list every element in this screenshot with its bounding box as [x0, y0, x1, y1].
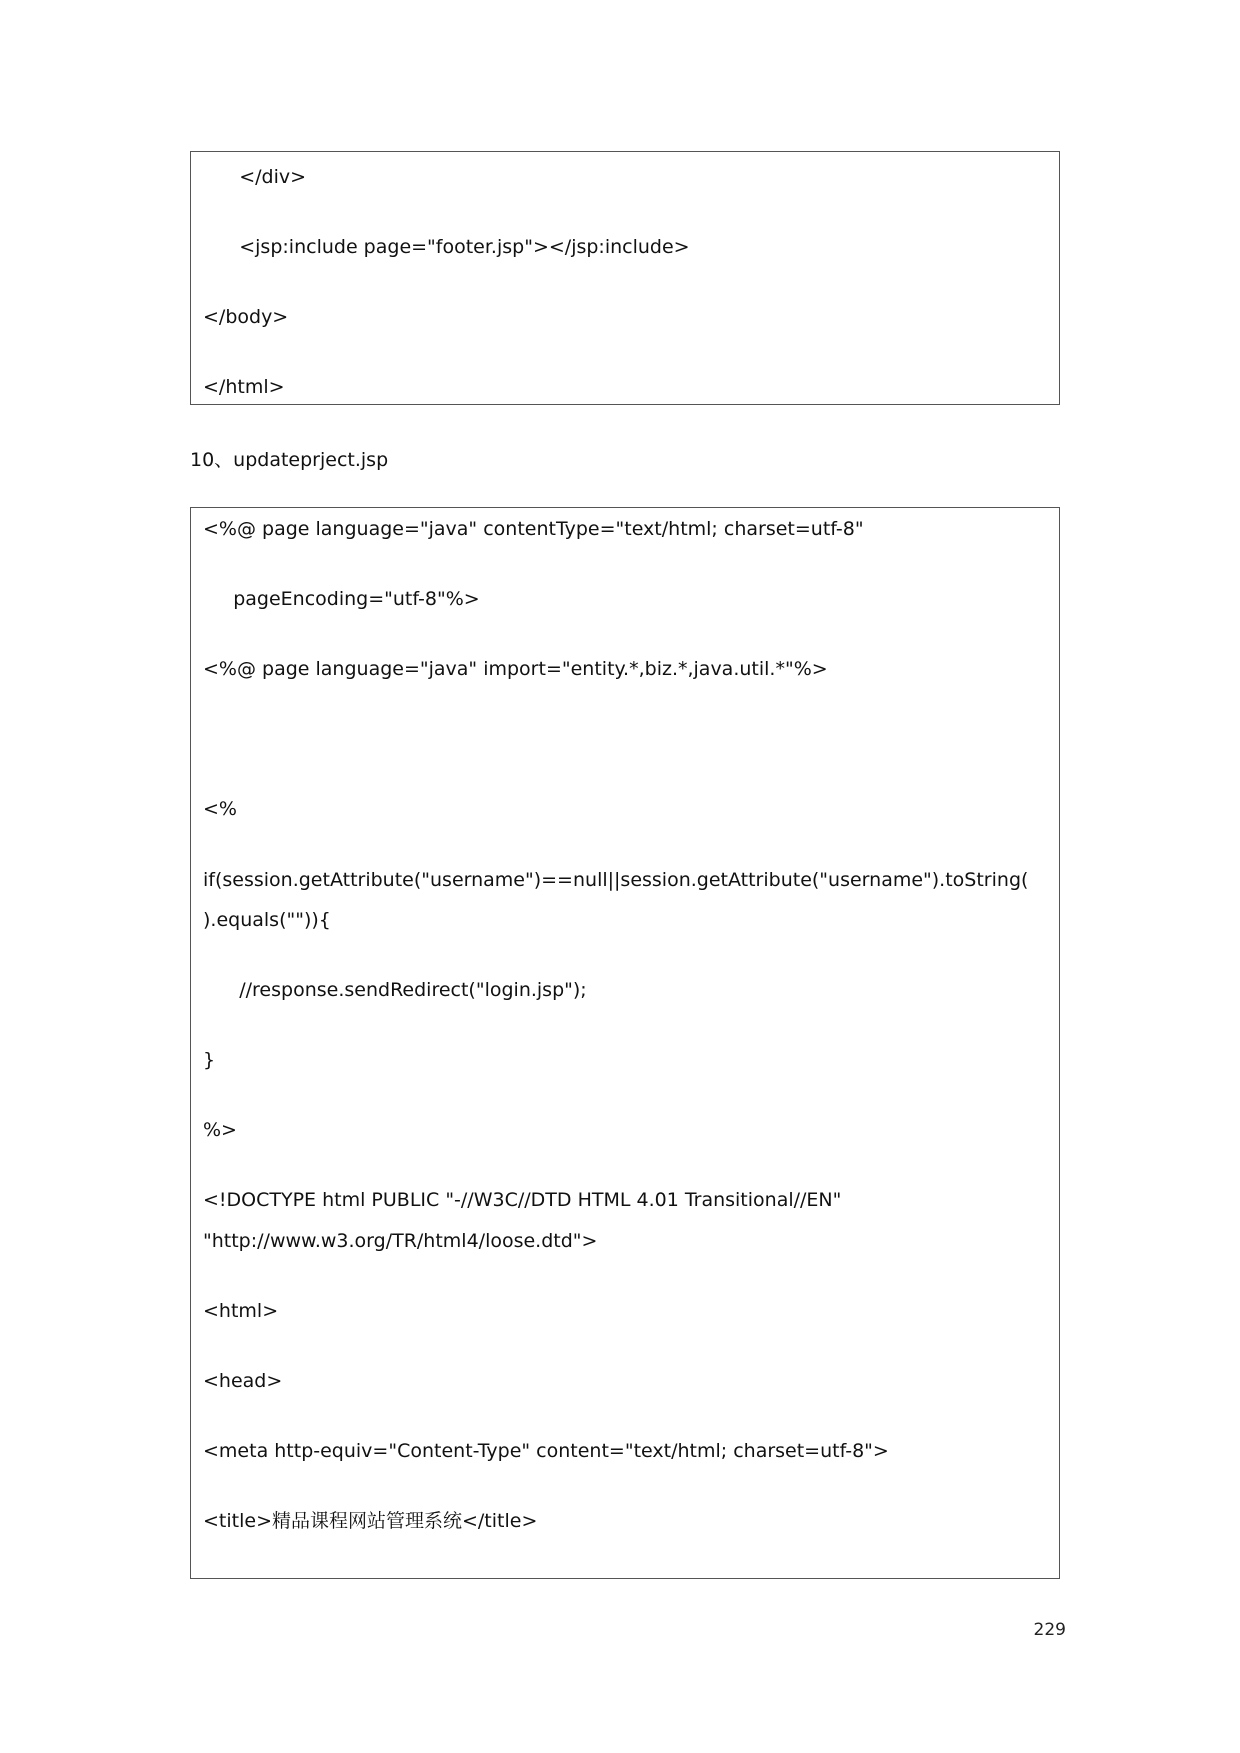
code-line: pageEncoding="utf-8"%> [203, 588, 480, 610]
code-line: <jsp:include page="footer.jsp"></jsp:include> [203, 236, 690, 258]
code-line: </div> [203, 166, 307, 188]
code-line: <meta http-equiv="Content-Type" content="text/html; charset=utf-8"> [203, 1440, 889, 1462]
code-line: <!DOCTYPE html PUBLIC "-//W3C//DTD HTML 4.01 Transitional//EN" [203, 1189, 842, 1211]
code-line: %> [203, 1119, 237, 1141]
code-block-updateproject [190, 507, 1060, 1579]
page-number: 229 [1033, 1620, 1066, 1640]
code-line: ).equals("")){ [203, 909, 331, 931]
code-line: if(session.getAttribute("username")==null||session.getAttribute("username").toString( [203, 869, 1029, 891]
code-line: //response.sendRedirect("login.jsp"); [203, 979, 587, 1001]
code-line: } [203, 1049, 216, 1071]
code-line: </html> [203, 376, 285, 398]
code-line: <title>精品课程网站管理系统</title> [203, 1510, 538, 1532]
code-line: </body> [203, 306, 289, 328]
section-heading: 10、updateprject.jsp [190, 449, 389, 471]
code-line: <head> [203, 1370, 283, 1392]
code-block-footer [190, 151, 1060, 405]
code-line: <% [203, 798, 237, 820]
code-line: <%@ page language="java" contentType="text/html; charset=utf-8" [203, 518, 864, 540]
code-line: <html> [203, 1300, 279, 1322]
code-line: <%@ page language="java" import="entity.*,biz.*,java.util.*"%> [203, 658, 828, 680]
code-line: "http://www.w3.org/TR/html4/loose.dtd"> [203, 1230, 598, 1252]
